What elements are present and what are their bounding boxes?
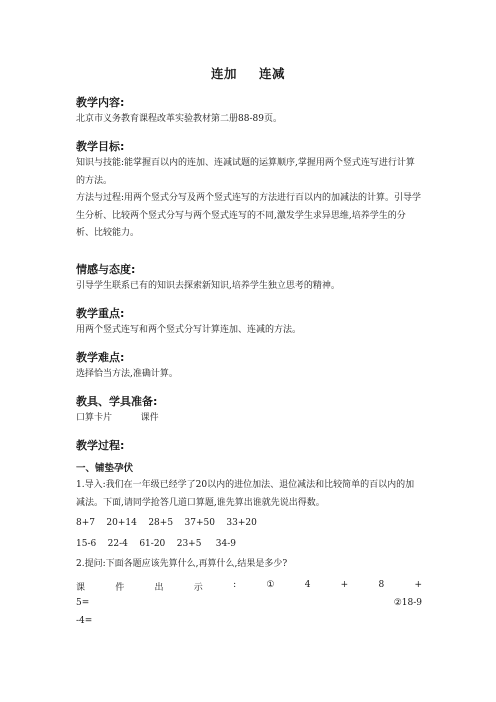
token: 课 xyxy=(76,583,86,593)
tools-heading: 教具、学具准备: xyxy=(76,395,158,408)
key-heading: 教学重点: xyxy=(76,307,125,320)
calc-row-1: 8+7 20+14 28+5 37+50 33+20 xyxy=(76,518,257,528)
goals-heading: 教学目标: xyxy=(76,140,125,153)
key-text: 用两个竖式连写和两个竖式分写计算连加、连减的方法。 xyxy=(76,325,302,335)
goal-method: 方法与过程:用两个竖式分写及两个竖式连写的方法进行百以内的加减法的计算。引导学生分析、比较两个竖式分写与两个竖式连写的不同,激发学生求异思维,培养学生的分析、比较能力。 xyxy=(76,193,422,238)
token: : xyxy=(233,580,237,590)
token: ① xyxy=(266,580,275,590)
exercise-line-1 xyxy=(76,580,422,593)
step1-text: 1.导入:我们在一年级已经学了20以内的进位加法、退位减法和比较简单的百以内的加减法。下面,请同学抢答几道口算题,谁先算出谁就先说出得数。 xyxy=(76,480,415,508)
step1-heading: 一、铺垫孕伏 xyxy=(76,463,134,474)
question-text: 2.提问:下面各题应该先算什么,再算什么,结果是多少? xyxy=(76,559,288,569)
emotion-text: 引导学生联系已有的知识去探索新知识,培养学生独立思考的精神。 xyxy=(76,281,340,291)
token: 8 xyxy=(378,580,385,590)
token: + xyxy=(340,580,349,590)
tools-text: 口算卡片 课件 xyxy=(76,413,159,423)
exercise-2-start: ②18-9 xyxy=(393,598,422,608)
content-text: 北京市义务教育课程改革实验教材第二册88-89页。 xyxy=(76,114,282,124)
exercise-line-3: -4= xyxy=(76,616,93,626)
title-part1: 连加 xyxy=(210,66,237,81)
token: 出 xyxy=(154,583,164,593)
token: 4 xyxy=(304,580,311,590)
token: + xyxy=(414,580,422,590)
exercise-line-2 xyxy=(76,598,422,608)
emotion-heading: 情感与态度: xyxy=(76,263,136,276)
page-title xyxy=(0,64,496,82)
process-heading: 教学过程: xyxy=(76,439,125,452)
calc-row-2: 15-6 22-4 61-20 23+5 34-9 xyxy=(76,539,236,549)
token: 示 xyxy=(193,583,203,593)
exercise-1-end: 5= xyxy=(76,598,90,608)
difficulty-heading: 教学难点: xyxy=(76,351,125,364)
title-part2: 连减 xyxy=(259,66,286,81)
token: 件 xyxy=(115,583,125,593)
content-heading: 教学内容: xyxy=(76,96,125,109)
goal-knowledge: 知识与技能:能掌握百以内的连加、连减试题的运算顺序,掌握用两个竖式连写进行计算的方法。 xyxy=(76,158,415,186)
difficulty-text: 选择恰当方法,准确计算。 xyxy=(76,369,178,379)
